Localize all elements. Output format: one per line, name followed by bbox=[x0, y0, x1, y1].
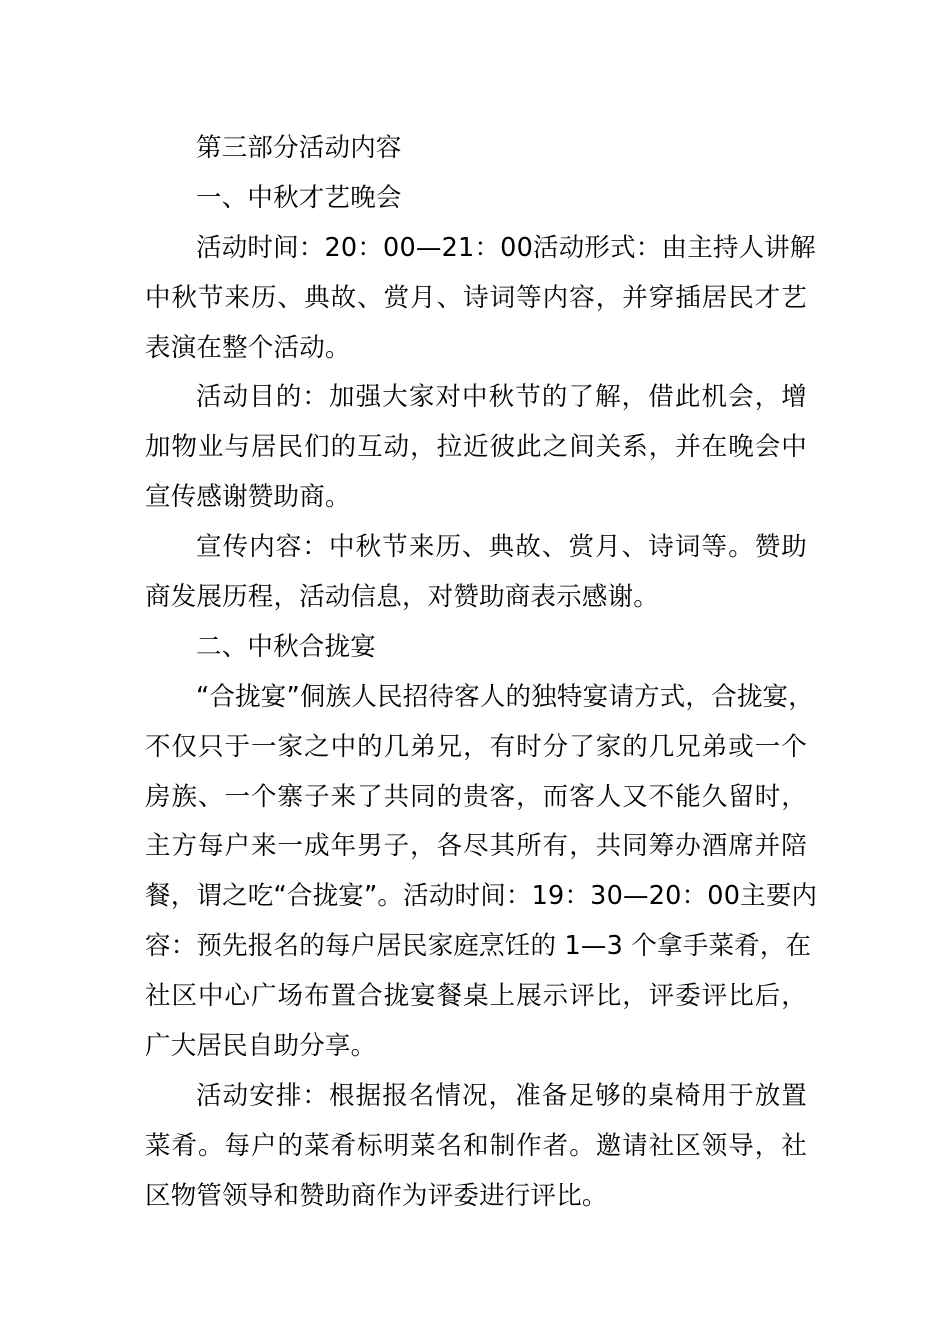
paragraph-line: 活动目的：加强大家对中秋节的了解，借此机会，增 bbox=[196, 382, 807, 413]
paragraph-line: 容：预先报名的每户居民家庭烹饪的 1—3 个拿手菜肴，在 bbox=[145, 931, 812, 962]
paragraph-line: 表演在整个活动。 bbox=[145, 332, 351, 363]
subsection-heading-2: 二、中秋合拢宴 bbox=[196, 631, 376, 662]
section-heading: 第三部分活动内容 bbox=[196, 133, 402, 163]
paragraph-line: 加物业与居民们的互动，拉近彼此之间关系，并在晚会中 bbox=[145, 432, 807, 463]
document-page bbox=[145, 124, 818, 1222]
paragraph-line: 不仅只于一家之中的几弟兄，有时分了家的几兄弟或一个 bbox=[145, 731, 807, 762]
paragraph-line: 房族、一个寨子来了共同的贵客，而客人又不能久留时， bbox=[145, 781, 807, 812]
paragraph-line: 主方每户来一成年男子，各尽其所有，共同筹办酒席并陪 bbox=[145, 831, 807, 862]
paragraph-line: 广大居民自助分享。 bbox=[145, 1031, 377, 1062]
paragraph-line: 餐，谓之吃“合拢宴”。活动时间：19：30—20：00主要内 bbox=[145, 881, 818, 912]
paragraph-line: 宣传感谢赞助商。 bbox=[145, 482, 351, 513]
paragraph-line: 菜肴。每户的菜肴标明菜名和制作者。邀请社区领导，社 bbox=[145, 1130, 807, 1161]
paragraph-line: 活动时间：20：00—21：00活动形式：由主持人讲解 bbox=[196, 232, 816, 263]
paragraph-line: 活动安排：根据报名情况，准备足够的桌椅用于放置 bbox=[196, 1080, 807, 1111]
paragraph-line: 社区中心广场布置合拢宴餐桌上展示评比，评委评比后， bbox=[145, 981, 807, 1012]
paragraph-line: 区物管领导和赞助商作为评委进行评比。 bbox=[145, 1180, 608, 1211]
paragraph-line: 中秋节来历、典故、赏月、诗词等内容，并穿插居民才艺 bbox=[145, 282, 807, 313]
paragraph-line: “合拢宴”侗族人民招待客人的独特宴请方式，合拢宴， bbox=[196, 681, 814, 712]
subsection-heading-1: 一、中秋才艺晚会 bbox=[196, 182, 402, 213]
paragraph-line: 商发展历程，活动信息，对赞助商表示感谢。 bbox=[145, 582, 660, 613]
paragraph-line: 宣传内容：中秋节来历、典故、赏月、诗词等。赞助 bbox=[196, 532, 807, 563]
